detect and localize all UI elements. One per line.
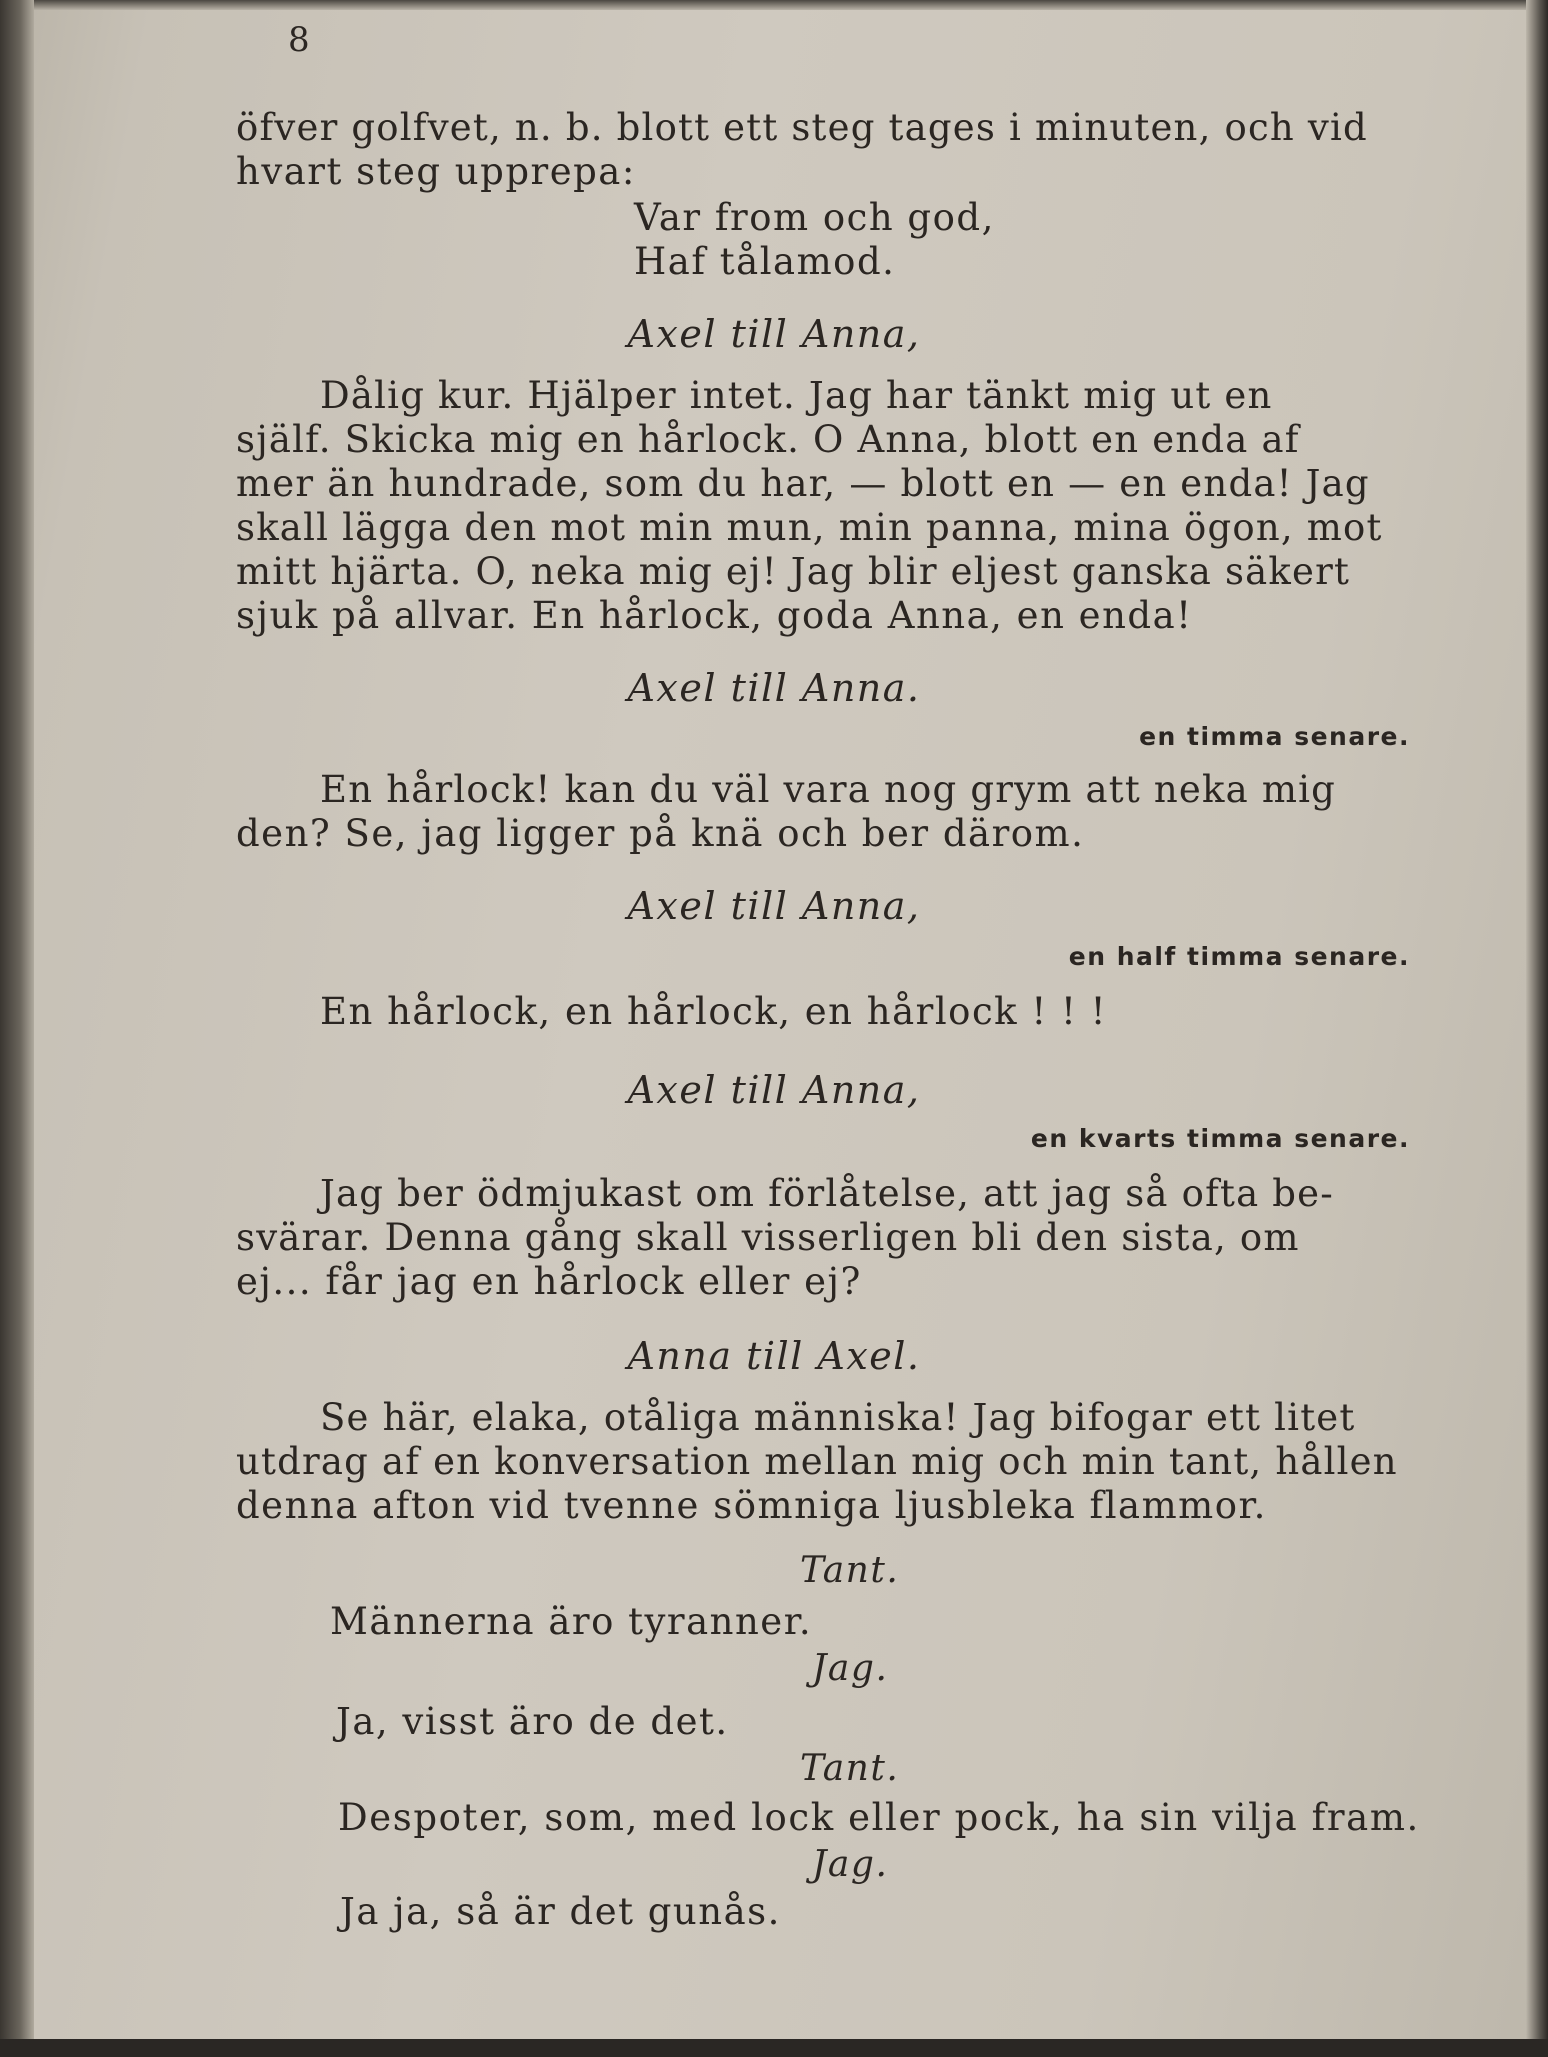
paragraph-2-line-6: sjuk på allvar. En hårlock, goda Anna, en enda! — [236, 594, 1193, 637]
page-number: 8 — [288, 20, 310, 60]
dialogue-speaker-3: Tant. — [800, 1748, 900, 1789]
dialogue-speaker-2: Jag. — [812, 1648, 889, 1689]
paragraph-4: En hårlock, en hårlock, en hårlock ! ! ! — [320, 990, 1107, 1033]
letter-time-note-4: en kvarts timma senare. — [1030, 1124, 1410, 1153]
page-edge-bottom — [0, 2039, 1548, 2057]
paragraph-5-line-2: svärar. Denna gång skall visserligen bli den sista, om — [236, 1216, 1300, 1259]
verse-line-1: Var from och god, — [634, 196, 995, 239]
page-edge-left — [0, 0, 34, 2057]
dialogue-line-2: Ja, visst äro de det. — [336, 1700, 729, 1743]
dialogue-line-3: Despoter, som, med lock eller pock, ha sin vilja fram. — [338, 1796, 1420, 1839]
paragraph-5-line-3: ej... får jag en hårlock eller ej? — [236, 1260, 862, 1303]
paragraph-2-line-5: mitt hjärta. O, neka mig ej! Jag blir eljest ganska säkert — [236, 550, 1351, 593]
dialogue-speaker-4: Jag. — [812, 1844, 889, 1885]
paragraph-5-line-1: Jag ber ödmjukast om förlåtelse, att jag så ofta be- — [320, 1172, 1334, 1215]
letter-heading-1: Axel till Anna, — [627, 312, 921, 356]
paragraph-6-line-2: utdrag af en konversation mellan mig och min tant, hållen — [236, 1440, 1398, 1483]
letter-heading-5: Anna till Axel. — [627, 1334, 921, 1378]
page-edge-top — [0, 0, 1548, 10]
letter-heading-2: Axel till Anna. — [627, 666, 921, 710]
paragraph-2-line-1: Dålig kur. Hjälper intet. Jag har tänkt mig ut en — [320, 374, 1273, 417]
dialogue-line-4: Ja ja, så är det gunås. — [340, 1890, 781, 1933]
paragraph-6-line-1: Se här, elaka, otåliga människa! Jag bifogar ett litet — [320, 1396, 1356, 1439]
paragraph-2-line-4: skall lägga den mot min mun, min panna, mina ögon, mot — [236, 506, 1383, 549]
letter-heading-4: Axel till Anna, — [627, 1068, 921, 1112]
letter-time-note-2: en timma senare. — [1139, 722, 1410, 751]
dialogue-speaker-1: Tant. — [800, 1550, 900, 1591]
letter-time-note-3: en half timma senare. — [1068, 942, 1410, 971]
letter-heading-3: Axel till Anna, — [627, 884, 921, 928]
dialogue-line-1: Männerna äro tyranner. — [330, 1600, 813, 1643]
paragraph-3-line-1: En hårlock! kan du väl vara nog grym att neka mig — [320, 768, 1337, 811]
paragraph-1-line-1: öfver golfvet, n. b. blott ett steg tages i minuten, och vid — [236, 106, 1368, 149]
paragraph-6-line-3: denna afton vid tvenne sömniga ljusbleka flammor. — [236, 1484, 1267, 1527]
verse-line-2: Haf tålamod. — [634, 240, 896, 283]
paragraph-2-line-3: mer än hundrade, som du har, — blott en — en enda! Jag — [236, 462, 1370, 505]
paragraph-2-line-2: själf. Skicka mig en hårlock. O Anna, blott en enda af — [236, 418, 1300, 461]
paragraph-3-line-2: den? Se, jag ligger på knä och ber därom. — [236, 812, 1085, 855]
paragraph-1-line-2: hvart steg upprepa: — [236, 150, 636, 193]
